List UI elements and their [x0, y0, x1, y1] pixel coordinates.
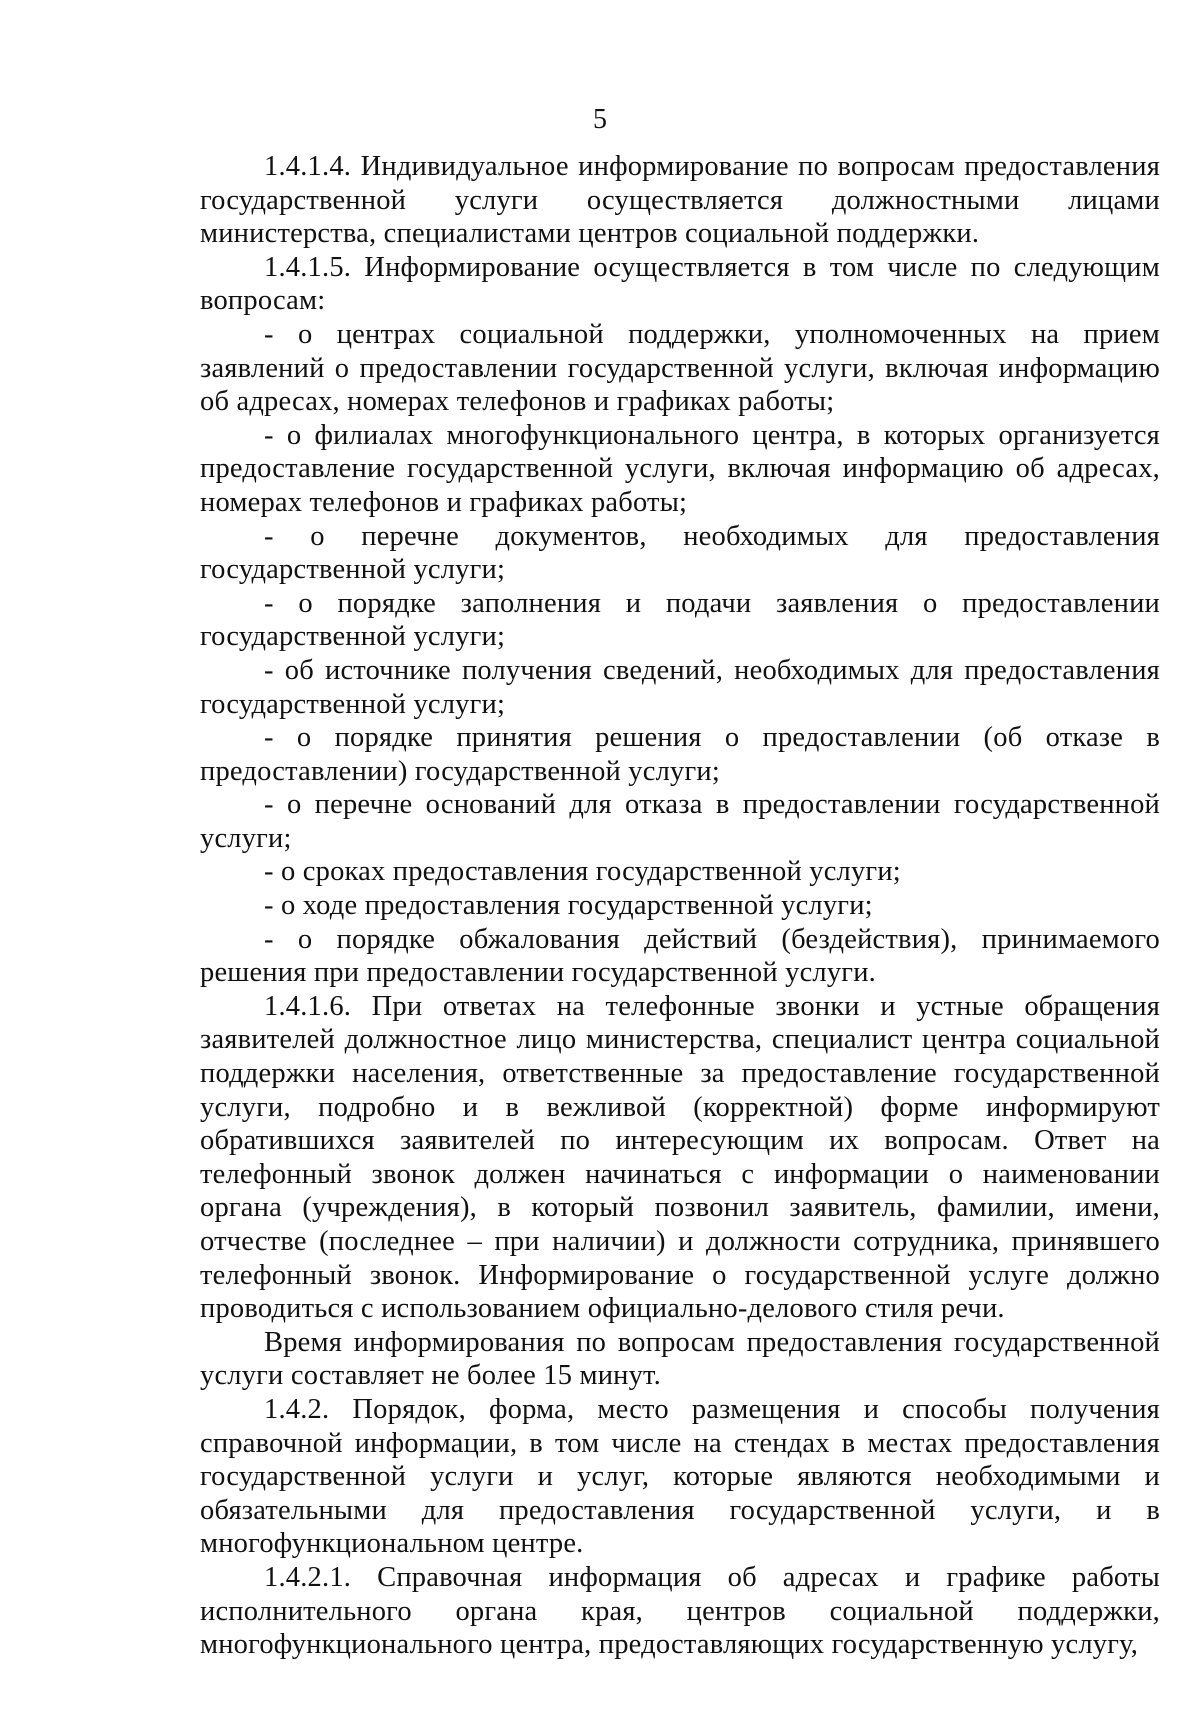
list-item: - о сроках предоставления государственной услуги; — [264, 856, 901, 888]
paragraph-1-4-1-6: 1.4.1.6. При ответах на телефонные звонки и устные обращения заявителей должностное лицо министерства, специалист центра социальной поддержки населения, ответственные за предоставление государственной услуги, подробно и в вежливой (корректной) форме информируют обратившихся заявителей по интересующим их вопросам. Ответ на телефонный звонок должен начинаться с информации о наименовании органа (учреждения), в который позвонил заявитель, фамилии, имени, отчестве (последнее – при наличии) и должности сотрудника, принявшего телефонный звонок. Информирование о государственной услуге должно проводиться с использованием официально-делового стиля речи. — [200, 990, 1160, 1325]
paragraph-1-4-2-1: 1.4.2.1. Справочная информация об адресах и графике работы исполнительного органа края, центров социальной поддержки, многофункционального центра, предоставляющих государственную услугу, — [200, 1561, 1160, 1661]
list-item: - о порядке обжалования действий (бездействия), принимаемого решения при предоставлении государственной услуги. — [200, 923, 1160, 989]
paragraph-info-time: Время информирования по вопросам предоставления государственной услуги составляет не более 15 минут. — [200, 1326, 1160, 1392]
list-item: - о филиалах многофункционального центра, в которых организуется предоставление государственной услуги, включая информацию об адресах, номерах телефонов и графиках работы; — [200, 419, 1160, 518]
list-item: - о перечне документов, необходимых для предоставления государственной услуги; — [200, 520, 1160, 586]
list-item: - о центрах социальной поддержки, уполномоченных на прием заявлений о предоставлении государственной услуги, включая информацию об адресах, номерах телефонов и графиках работы; — [200, 318, 1160, 418]
list-item: - о перечне оснований для отказа в предоставлении государственной услуги; — [200, 789, 1160, 854]
paragraph-1-4-2: 1.4.2. Порядок, форма, место размещения и способы получения справочной информации, в том числе на стендах в местах предоставления государственной услуги и услуг, которые являются необходимыми и обязательными для предоставления государственной услуги, и в многофункциональном центре. — [200, 1393, 1160, 1560]
list-item: - о порядке принятия решения о предоставлении (об отказе в предоставлении) государственной услуги; — [200, 722, 1160, 787]
paragraph-1-4-1-5: 1.4.1.5. Информирование осуществляется в том числе по следующим вопросам: — [200, 251, 1160, 317]
list-item: - о порядке заполнения и подачи заявления о предоставлении государственной услуги; — [200, 587, 1160, 653]
page-number: 5 — [593, 104, 607, 135]
document-body — [200, 150, 1160, 1662]
list-item: - об источнике получения сведений, необходимых для предоставления государственной услуги; — [200, 654, 1160, 720]
paragraph-1-4-1-4: 1.4.1.4. Индивидуальное информирование по вопросам предоставления государственной услуги осуществляется должностными лицами министерства, специалистами центров социальной поддержки. — [200, 151, 1160, 250]
list-item: - о ходе предоставления государственной услуги; — [264, 890, 873, 922]
